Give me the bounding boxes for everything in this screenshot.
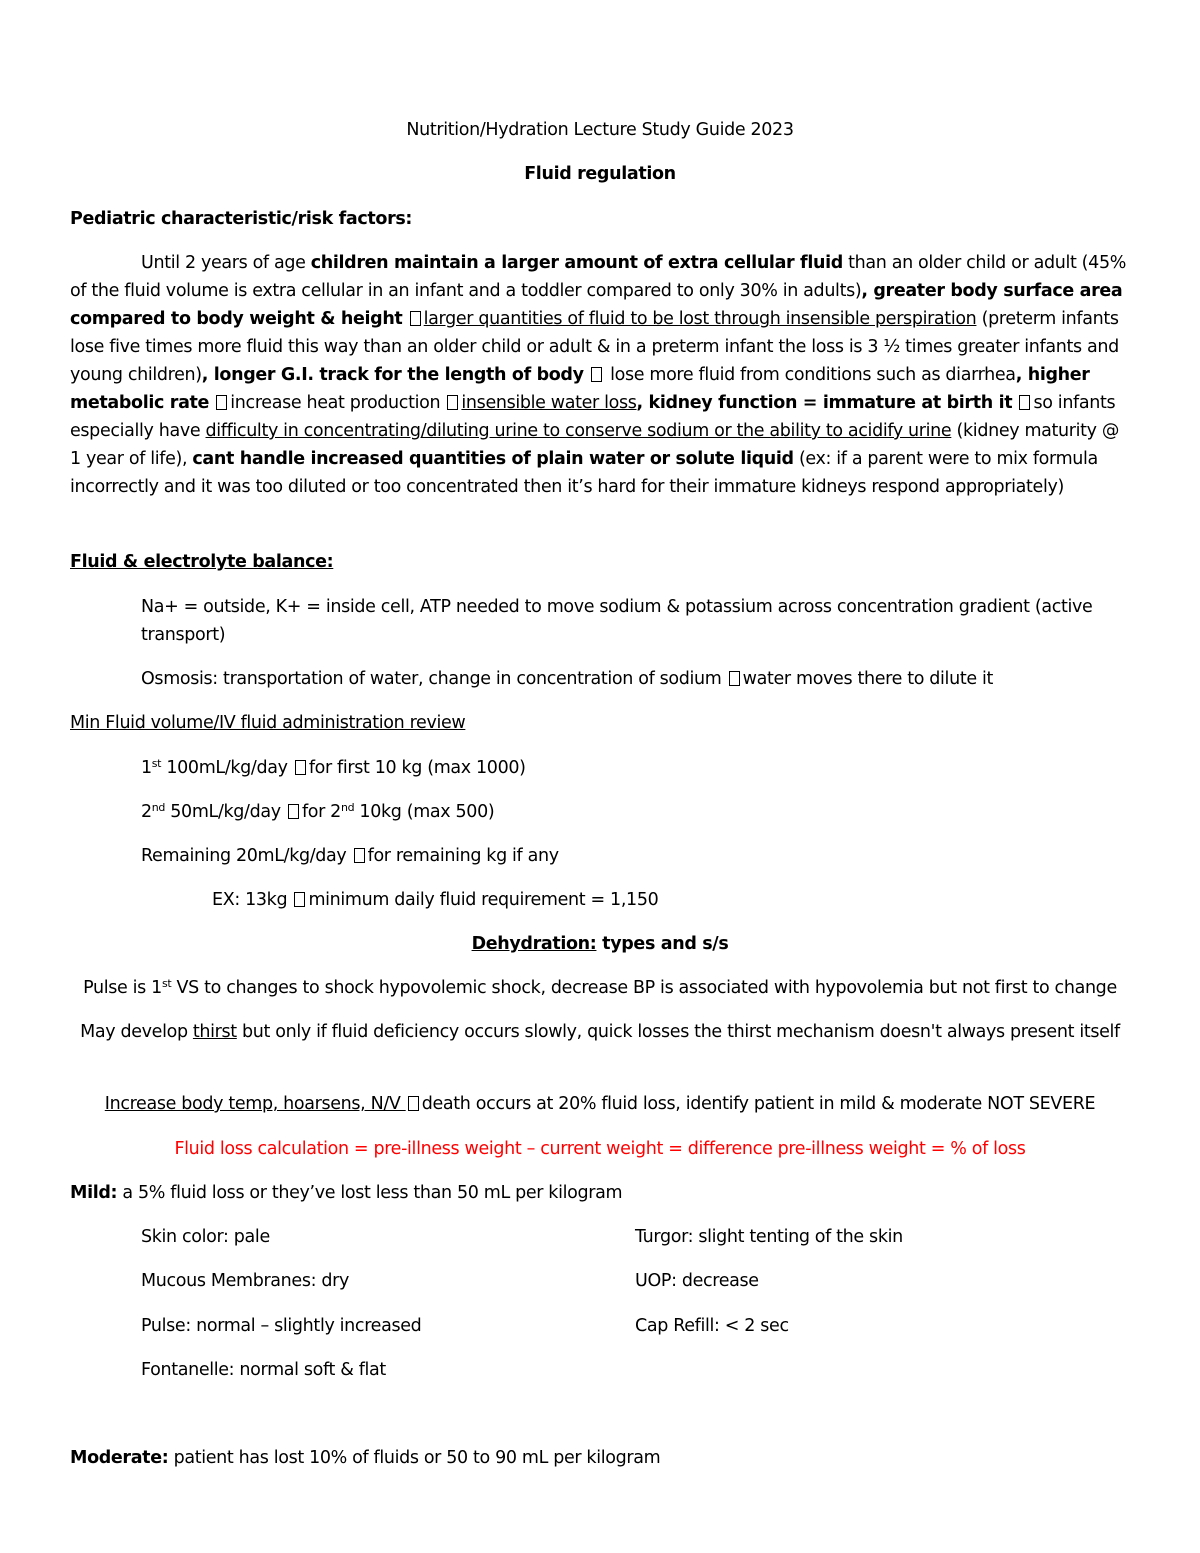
mild-heading: Mild: a 5% fluid loss or they’ve lost less than 50 mL per kilogram <box>70 1183 623 1203</box>
missing-glyph-icon <box>294 892 305 907</box>
electrolyte-line: Na+ = outside, K+ = inside cell, ATP needed to move sodium & potassium across concentration gradient (active transport) <box>141 597 1093 645</box>
thirst-line: May develop thirst but only if fluid deficiency occurs slowly, quick losses the thirst mechanism doesn't always present itself <box>80 1022 1120 1042</box>
missing-glyph-icon <box>447 395 458 410</box>
mild-skin-color: Skin color: pale <box>141 1227 270 1247</box>
moderate-heading: Moderate: patient has lost 10% of fluids or 50 to 90 mL per kilogram <box>70 1448 661 1468</box>
mild-pulse: Pulse: normal – slightly increased <box>141 1316 422 1336</box>
fluid-loss-calculation: Fluid loss calculation = pre-illness weight – current weight = difference pre-illness weight = % of loss <box>174 1139 1026 1159</box>
missing-glyph-icon <box>1019 395 1030 410</box>
section-heading-electrolyte: Fluid & electrolyte balance: <box>70 552 334 572</box>
missing-glyph-icon <box>288 804 299 819</box>
missing-glyph-icon <box>216 395 227 410</box>
document-title: Nutrition/Hydration Lecture Study Guide 2023 <box>406 120 794 140</box>
osmosis-line: Osmosis: transportation of water, change in concentration of sodium water moves there to dilute it <box>141 669 993 689</box>
section-heading-dehydration: Dehydration: types and s/s <box>471 934 729 954</box>
mild-fontanelle: Fontanelle: normal soft & flat <box>141 1360 386 1380</box>
min-fluid-rule-1: 1st 100mL/kg/day for first 10 kg (max 1000) <box>141 757 526 778</box>
pulse-line: Pulse is 1st VS to changes to shock hypovolemic shock, decrease BP is associated with hypovolemia but not first to change <box>83 977 1117 998</box>
section-heading-fluid-regulation: Fluid regulation <box>524 164 676 184</box>
body-temp-line: Increase body temp, hoarsens, N/V death occurs at 20% fluid loss, identify patient in mild & moderate NOT SEVERE <box>104 1094 1096 1114</box>
section-heading-pediatric: Pediatric characteristic/risk factors: <box>70 209 413 229</box>
min-fluid-rule-3: Remaining 20mL/kg/day for remaining kg if any <box>141 846 559 866</box>
mild-uop: UOP: decrease <box>635 1271 759 1291</box>
missing-glyph-icon <box>408 1096 419 1111</box>
missing-glyph-icon <box>410 311 421 326</box>
mild-turgor: Turgor: slight tenting of the skin <box>635 1227 903 1247</box>
section-heading-min-fluid: Min Fluid volume/IV fluid administration review <box>70 713 466 733</box>
mild-mucous-membranes: Mucous Membranes: dry <box>141 1271 349 1291</box>
min-fluid-example: EX: 13kg minimum daily fluid requirement = 1,150 <box>212 890 659 910</box>
missing-glyph-icon <box>591 367 602 382</box>
min-fluid-rule-2: 2nd 50mL/kg/day for 2nd 10kg (max 500) <box>141 801 495 822</box>
missing-glyph-icon <box>729 671 740 686</box>
missing-glyph-icon <box>354 848 365 863</box>
mild-cap-refill: Cap Refill: < 2 sec <box>635 1316 789 1336</box>
pediatric-risk-paragraph: Until 2 years of age children maintain a larger amount of extra cellular fluid than an older child or adult (45% of the fluid volume is extra cellular in an infant and a toddler compared to only 30% in adults), greater body surface area compared to body weight & height larger quantities of fluid to be lost through insensible perspiration (preterm infants lose five times more fluid this way than an older child or adult & in a preterm infant the loss is 3 ½ times greater infants and young children), longer G.I. track for the length of body lose more fluid from conditions such as diarrhea, higher metabolic rate increase heat production insensible water loss, kidney function = immature at birth it so infants especially have difficulty in concentrating/diluting urine to conserve sodium or the ability to acidify urine (kidney maturity @ 1 year of life), cant handle increased quantities of plain water or solute liquid (ex: if a parent were to mix formula incorrectly and it was too diluted or too concentrated then it’s hard for their immature kidneys respond appropriately) <box>70 253 1127 497</box>
missing-glyph-icon <box>295 760 306 775</box>
